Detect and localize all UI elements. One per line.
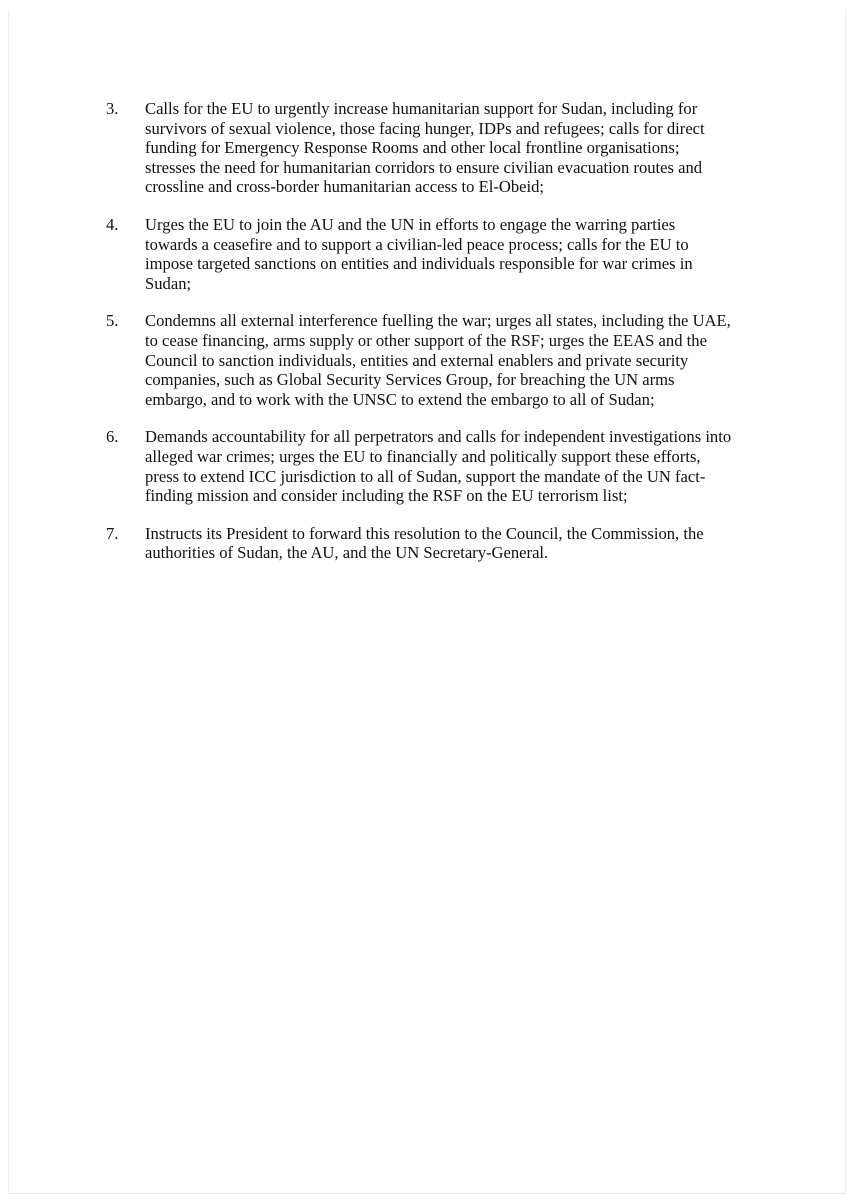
paragraph-number: 3. <box>106 99 119 118</box>
paragraph-7 <box>0 524 856 563</box>
resolution-paragraph-list <box>0 99 856 581</box>
paragraph-text: Calls for the EU to urgently increase humanitarian support for Sudan, including for survivors of sexual violence, those facing hunger, IDPs and refugees; calls for direct funding for Emergency Response Rooms and other local frontline organisations; stresses the need for humanitarian corridors to ensure civilian evacuation routes and crossline and cross-border humanitarian access to El-Obeid; <box>145 99 705 197</box>
paragraph-6 <box>0 427 856 505</box>
paragraph-3 <box>0 99 856 197</box>
paragraph-4 <box>0 215 856 293</box>
paragraph-5 <box>0 311 856 409</box>
paragraph-text: Instructs its President to forward this resolution to the Council, the Commission, the authorities of Sudan, the AU, and the UN Secretary-General. <box>145 523 704 563</box>
paragraph-number: 4. <box>106 214 119 234</box>
paragraph-number: 5. <box>106 311 119 331</box>
paragraph-number: 6. <box>106 427 119 447</box>
paragraph-text: Demands accountability for all perpetrators and calls for independent investigations into alleged war crimes; urges the EU to financially and politically support these efforts, press to extend ICC jurisdiction to all of Sudan, support the mandate of the UN fact- finding mission and consider including the RSF on the EU terrorism list; <box>145 427 732 506</box>
paragraph-text: Urges the EU to join the AU and the UN in efforts to engage the warring parties towards a ceasefire and to support a civilian-led peace process; calls for the EU to impose targeted sanctions on entities and individuals responsible for war crimes in Sudan; <box>145 214 693 293</box>
paragraph-text: Condemns all external interference fuelling the war; urges all states, including the UAE, to cease financing, arms supply or other support of the RSF; urges the EEAS and the Council to sanction individuals, entities and external enablers and private security companies, such as Global Security Services Group, for breaching the UN arms embargo, and to work with the UNSC to extend the embargo to all of Sudan; <box>145 311 731 409</box>
paragraph-number: 7. <box>106 523 119 543</box>
